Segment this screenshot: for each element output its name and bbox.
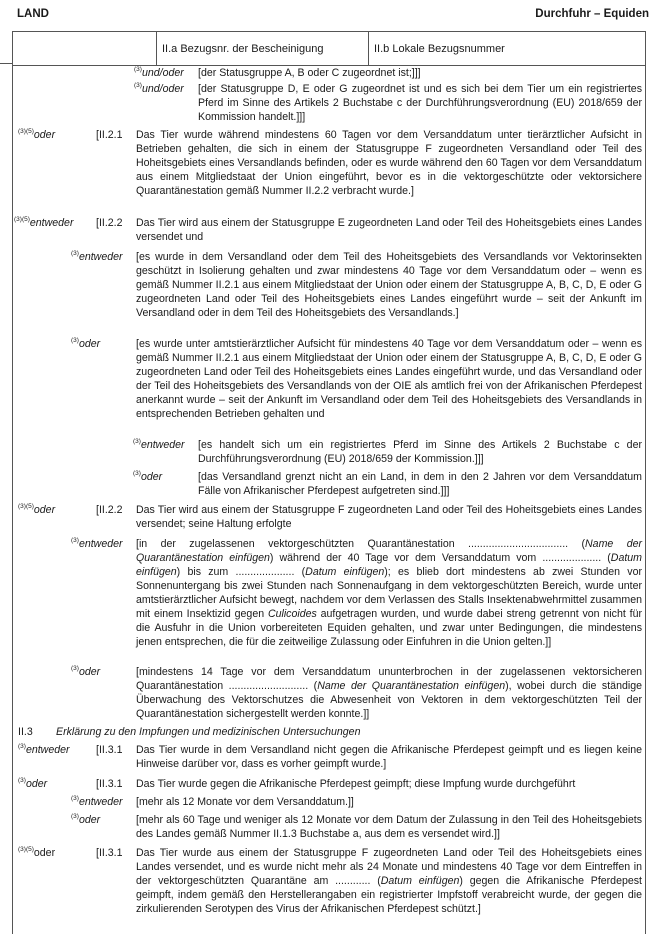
clause-text: [es handelt sich um ein registriertes Pferd im Sinne des Artikels 2 Buchstabe c der Durchführungsverordnung (EU) 2018/659 der Kommission.]]] — [198, 439, 642, 465]
quarantine-name-placeholder: Name der Quarantänestation einfügen — [317, 680, 506, 692]
clause-text: [mehr als 60 Tage und weniger als 12 Monate vor dem Datum der Zulassung in den Teil des Hoheitsgebiets des Landes gemäß Nummer II.1.3 Buchstabe a, aus dem es versendet wird.]] — [136, 814, 642, 840]
section-number: II.3 — [18, 726, 33, 738]
clause-text: [in der zugelassenen vektorgeschützten Quarantänestation .................................. (Name der Quarantänestation einfügen) während der 40 Tage vor dem Versanddatum vom .................... (Datum einfügen) bis zum .................... (Datum einfügen); es blieb dort mindestens ab zwei Stunden vor Sonnenuntergang bis zwei Stunden nach Sonnenaufgang in dem vektorgeschützten Bereich, wurde unter amtstierärztlicher Aufsicht bewegt, nachdem vor dem Verlassen des Stalls Insektenabwehrmittel zusammen mit einem Insektizid gegen Culicoides aufgetragen wurden, und wurde dabei streng getrennt von nicht für die Ausfuhr in die Union vorbereiteten Equiden gehalten, und zwar unter Bedingungen, die mindestens jenen entsprechen, die für die zeitweilige Zulassung oder Einfuhren in die Union gelten.]] — [136, 538, 643, 648]
clause-text: [es wurde in dem Versandland oder dem Teil des Hoheitsgebiets des Versandlands vor Vektorinsekten geschützt in Isolierung gehalten und zwar mindestens 40 Tage vor dem Versanddatum oder – wenn es gemäß Nummer II.2.1 aus einem Mitgliedstaat der Union oder einem der Statusgruppe A, B, C, D, E oder G zugeordneten Land oder Teil des Hoheitsgebiets eines Landes eingeführt wurde – seit der Ankunft im Versandland oder in dem Teil des Hoheitsgebiets des Versandlands.] — [136, 251, 642, 319]
clause-block — [12, 66, 644, 80]
clause-text: [der Statusgruppe D, E oder G zugeordnet ist und es sich bei dem Tier um ein registriertes Pferd im Sinne des Artikels 2 Buchstabe c der Durchführungsverordnung (EU) 2018/659 der Kommission handelt.]]] — [198, 83, 642, 123]
clause-text: Das Tier wurde in dem Versandland nicht gegen die Afrikanische Pferdepest geimpft und es liegen keine Hinweise darüber vor, dass es vorher geimpft wurde.] — [136, 744, 642, 770]
reference-empty-cell — [13, 32, 156, 65]
clause-label: $^{(3)}$entweder — [71, 537, 123, 550]
clause-text: Das Tier wird aus einem der Statusgruppe F zugeordneten Land oder Teil des Hoheitsgebiets eines Landes versendet; seine Haltung erfolgte — [136, 504, 642, 530]
clause-label: $^{(3)}$oder — [71, 337, 101, 350]
clause-text: [das Versandland grenzt nicht an ein Land, in dem in den 2 Jahren vor dem Versanddatum Fälle von Afrikanischer Pferdepest aufgetreten sind.]]] — [198, 471, 642, 497]
clause-label: $^{(3)}$oder — [133, 470, 163, 483]
clause-text: Das Tier wurde aus einem der Statusgruppe F zugeordneten Land oder Teil des Hoheitsgebiets eines Landes versendet, und es wurde nicht mehr als 24 Monate und mindestens 40 Tage vor dem Eintreffen in der vektorgeschützten Quarantäne am ............ (Datum einfügen) gegen die Afrikanische Pferdepest geimpft, indem gemäß den Herstellerangaben ein registrierter Impfstoff verabreicht wurde, der gegen die zirkulierenden Serotypen des Virus der Afrikanischen Pferdepest schützt.] — [136, 847, 642, 915]
clause-label: $^{(3)}$entweder — [18, 743, 70, 756]
clause-label: $^{(3)}$oder — [71, 665, 101, 678]
clause-text: [der Statusgruppe A, B oder C zugeordnet ist;]]] — [198, 67, 421, 79]
clause-label: $^{(3)}$entweder — [71, 250, 123, 263]
clause-label: $^{(3)}$und/oder — [134, 82, 184, 95]
clause-number: [II.3.1 — [96, 847, 123, 859]
clause-text: [mindestens 14 Tage vor dem Versanddatum ununterbrochen in der zugelassenen vektorsicheren Quarantänestation ........................... (Name der Quarantänestation einfügen), wobei durch die ständige Überwachung des Vektorschutzes die Abwesenheit von Vektoren in dem vektorgeschützten Teil der Quarantänestation sichergestellt werden konnte.]] — [136, 666, 642, 720]
clause-number: [II.3.1 — [96, 778, 123, 790]
header-country: LAND — [17, 8, 49, 20]
clause-label: $^{(3)(5)}$oder — [18, 128, 56, 141]
certificate-reference-field: II.a Bezugsnr. der Bescheinigung — [156, 32, 368, 65]
date-placeholder: Datum einfügen — [380, 875, 460, 887]
date-placeholder: Datum einfügen — [136, 552, 642, 578]
date-placeholder: Datum einfügen — [305, 566, 385, 578]
clause-label: $^{(3)(5)}$oder — [18, 846, 56, 859]
clause-text: [mehr als 12 Monate vor dem Versanddatum.]] — [136, 796, 354, 808]
local-reference-field: II.b Lokale Bezugsnummer — [368, 32, 645, 65]
clause-label: $^{(3)}$entweder — [133, 438, 185, 451]
section-title: Erklärung zu den Impfungen und medizinischen Untersuchungen — [56, 726, 361, 738]
clause-text: [es wurde unter amtstierärztlicher Aufsicht für mindestens 40 Tage vor dem Versanddatum oder – wenn es gemäß Nummer II.2.1 aus einem Mitgliedstaat der Union oder einem der Statusgruppe A, B, C, D, E oder G zugeordneten Land oder Teil des Hoheitsgebiets eines Landes eingeführt wurde, und das Versandland oder der Teil des Hoheitsgebiets des Versandlands von der OIE als amtlich frei von der Afrikanischen Pferdepest anerkannt wurde – seit der Ankunft im Versandland oder dem Teil des Hoheitsgebiets des Versandlands in entsprechenden Betrieben gehalten und — [136, 338, 642, 420]
clause-number: [II.2.2 — [96, 504, 123, 516]
left-margin-tick — [0, 63, 12, 64]
clause-label: $^{(3)}$oder — [71, 813, 101, 826]
clause-label: $^{(3)}$oder — [18, 777, 48, 790]
header-title: Durchfuhr – Equiden — [535, 8, 649, 20]
clause-label: $^{(3)}$entweder — [71, 795, 123, 808]
quarantine-name-placeholder: Name der Quarantänestation einfügen — [136, 538, 643, 564]
clause-text: Das Tier wurde gegen die Afrikanische Pferdepest geimpft; diese Impfung wurde durchgeführt — [136, 778, 576, 790]
clause-number: [II.2.2 — [96, 217, 123, 229]
clause-label: $^{(3)(5)}$oder — [18, 503, 56, 516]
clause-label: $^{(3)}$und/oder — [134, 66, 184, 79]
clause-number: [II.3.1 — [96, 744, 123, 756]
clause-text: Das Tier wird aus einem der Statusgruppe E zugeordneten Land oder Teil des Hoheitsgebiets eines Landes versendet und — [136, 217, 642, 243]
clause-text: Das Tier wurde während mindestens 60 Tagen vor dem Versanddatum unter tierärztlicher Aufsicht in Betrieben gehalten, die sich in einem der Statusgruppe F zugeordneten Versandland oder Teil des Hoheitsgebiets eines Versandlands befinden, oder es wurde während den 60 Tagen vor dem Versanddatum aus einem Mitgliedstaat der Union eingeführt, bevor es in die vektorgeschützte oder vektorsichere Quarantänestation gemäß Nummer II.2.2 verbracht wurde.] — [136, 129, 642, 197]
reference-row — [13, 32, 645, 66]
clause-label: $^{(3)(5)}$entweder — [14, 216, 74, 229]
clause-number: [II.2.1 — [96, 129, 123, 141]
